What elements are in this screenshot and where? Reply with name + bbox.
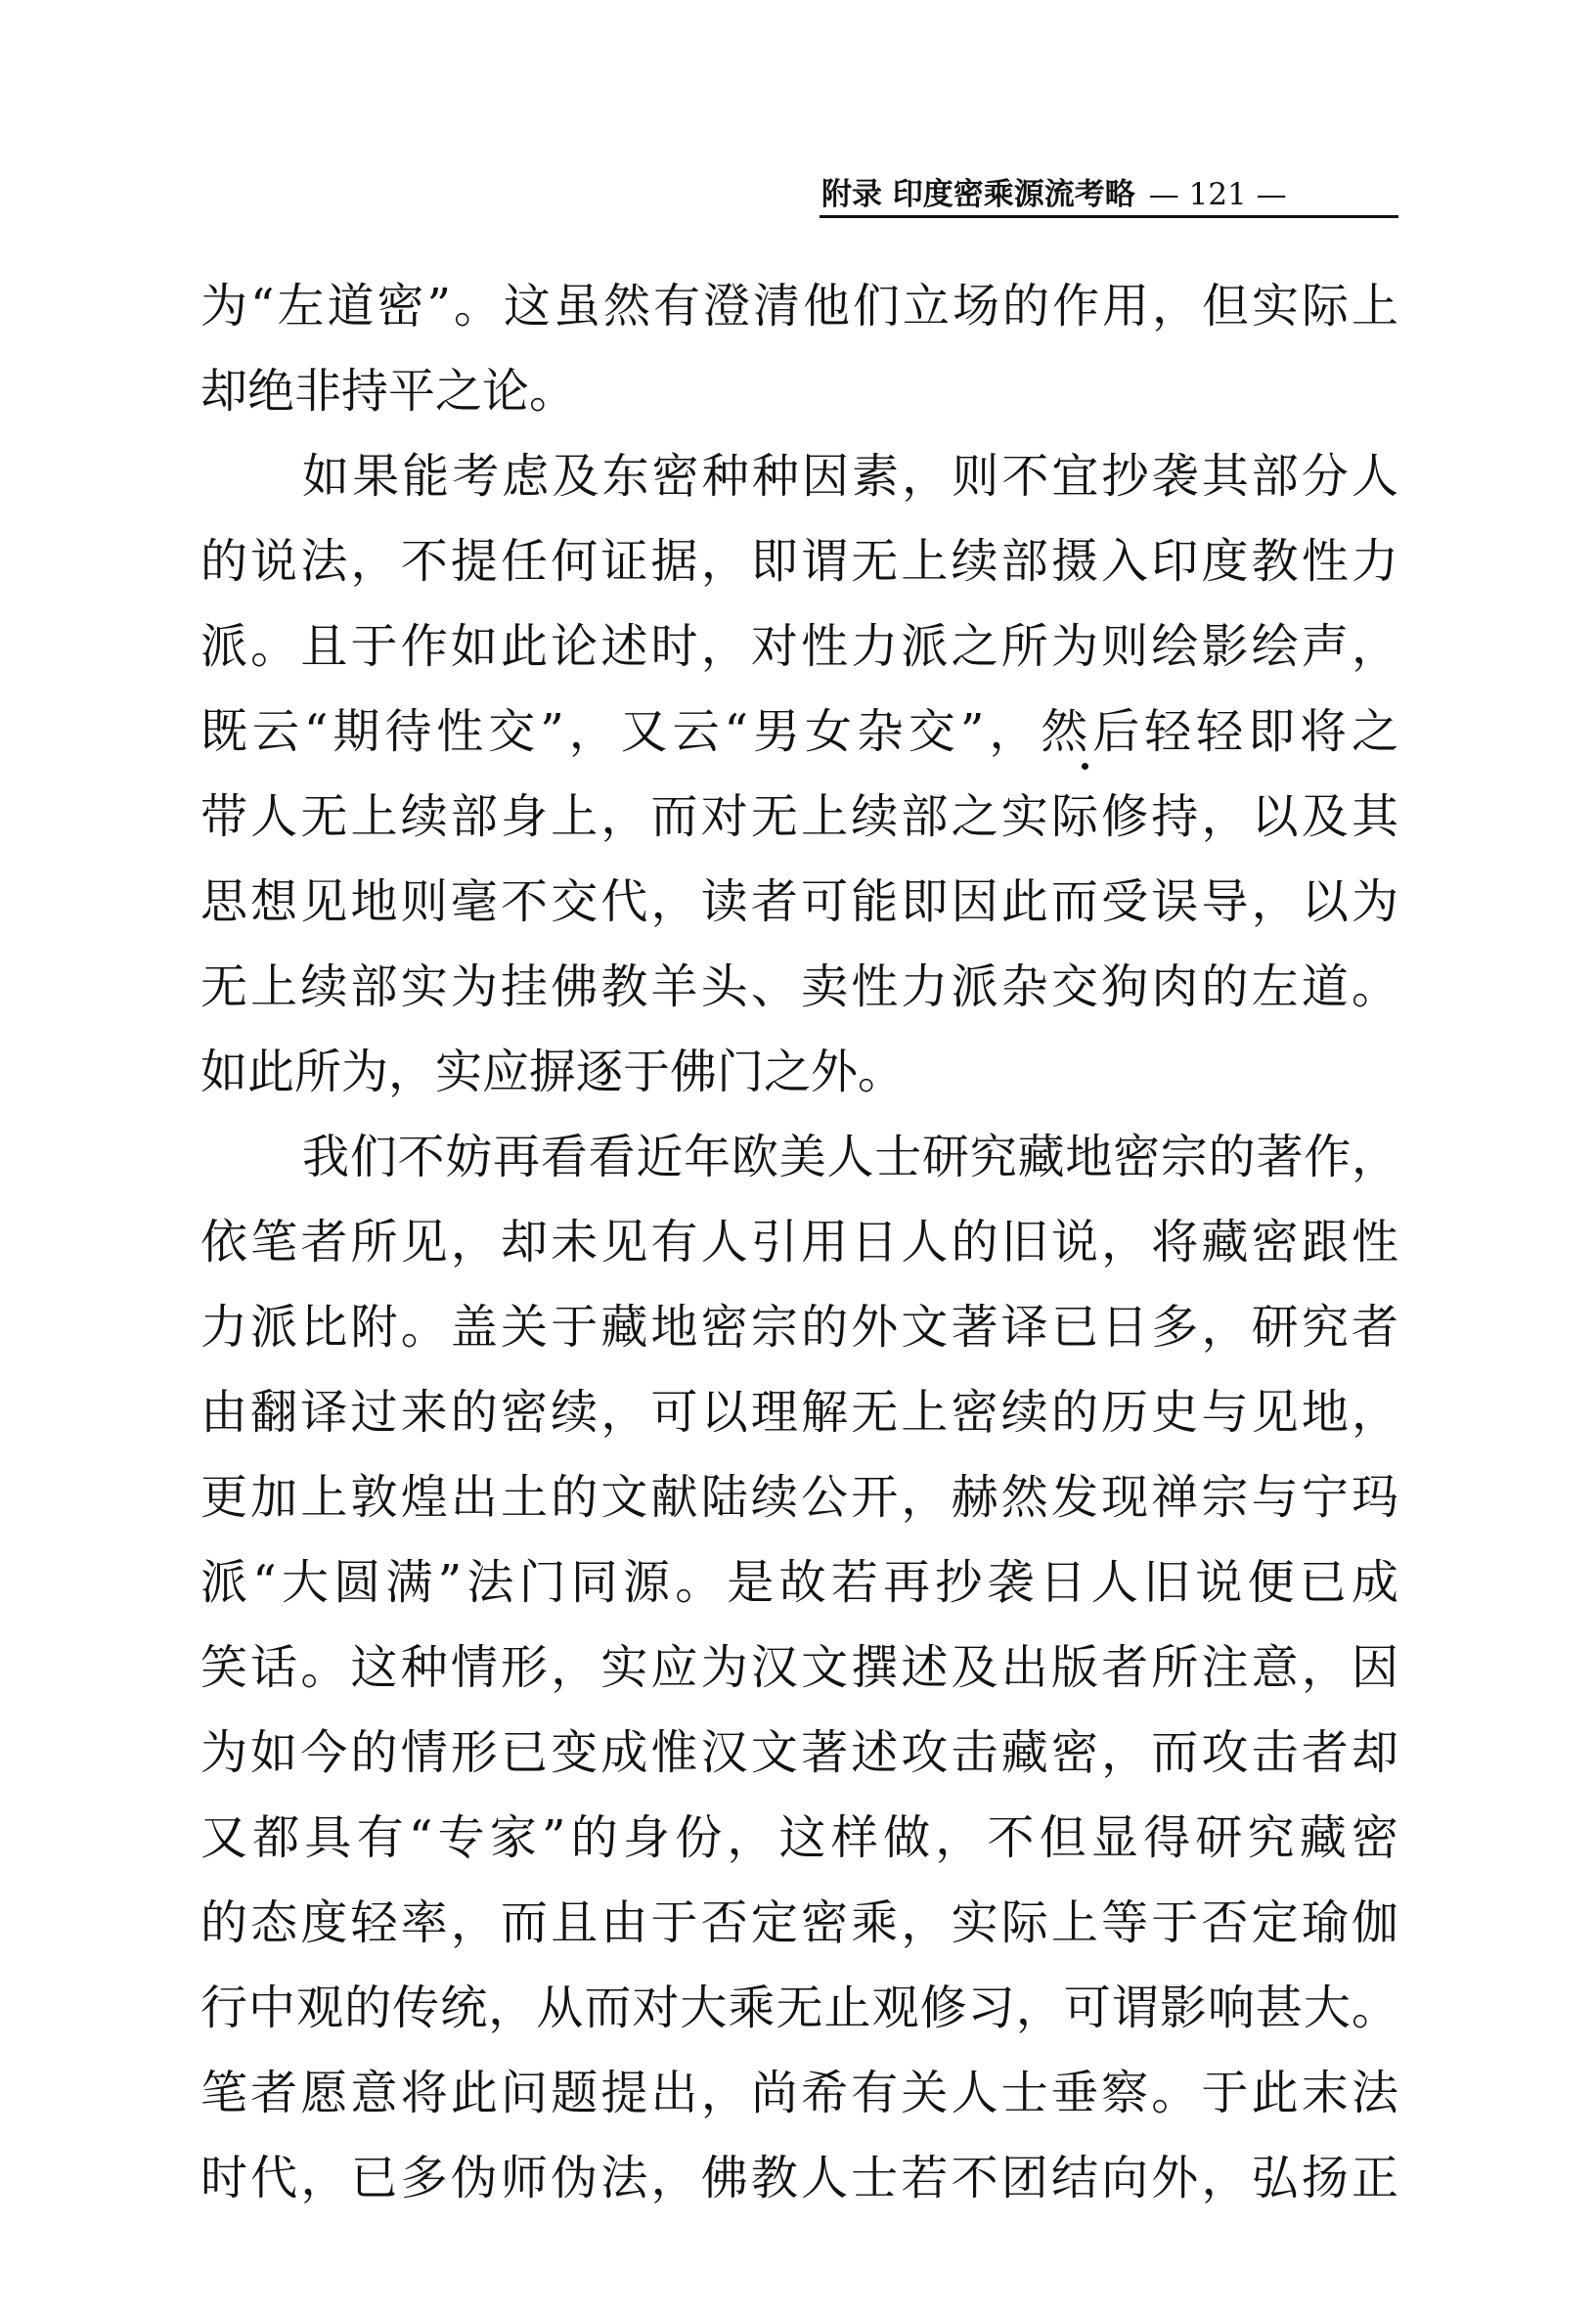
text-line: 由翻译过来的密续，可以理解无上密续的历史与见地， [200, 1385, 1398, 1440]
text-line: 带人无上续部身上，而对无上续部之实际修持，以及其 [200, 789, 1398, 844]
header-title: 附录 印度密乘源流考略 [821, 177, 1135, 212]
text-line: 依笔者所见，却未见有人引用日人的旧说，将藏密跟性 [200, 1215, 1398, 1269]
emphasis-dot [1082, 763, 1088, 770]
body-text [200, 264, 1398, 2221]
text-line: 无上续部实为挂佛教羊头、卖性力派杂交狗肉的左道。 [200, 959, 1398, 1014]
text-line: 行中观的传统，从而对大乘无止观修习，可谓影响甚大。 [200, 1981, 1398, 2035]
text-line: 为如今的情形已变成惟汉文著述攻击藏密，而攻击者却 [200, 1725, 1398, 1780]
text-line: 笔者愿意将此问题提出，尚希有关人士垂察。于此末法 [200, 2066, 1398, 2120]
text-line: 却绝非持平之论。 [200, 364, 577, 419]
text-line: 思想见地则毫不交代，读者可能即因此而受误导，以为 [200, 874, 1398, 929]
text-line: 时代，已多伪师伪法，佛教人士若不团结向外，弘扬正 [200, 2151, 1398, 2205]
text-line: 笑话。这种情形，实应为汉文撰述及出版者所注意，因 [200, 1640, 1398, 1695]
text-line: 的说法，不提任何证据，即谓无上续部摄入印度教性力 [200, 534, 1398, 589]
text-line: 更加上敦煌出土的文献陆续公开，赫然发现禅宗与宁玛 [200, 1470, 1398, 1525]
header-rule [820, 215, 1398, 218]
page-number: — 121 — [1148, 177, 1287, 212]
text-line: 既云“期待性交”，又云“男女杂交”，然后轻轻即将之 [200, 704, 1398, 759]
text-line: 派“大圆满”法门同源。是故若再抄袭日人旧说便已成 [200, 1555, 1398, 1610]
text-line: 如此所为，实应摒逐于佛门之外。 [200, 1045, 906, 1099]
text-line: 力派比附。盖关于藏地密宗的外文著译已日多，研究者 [200, 1300, 1398, 1355]
running-header [821, 172, 1398, 217]
text-line: 如果能考虑及东密种种因素，则不宜抄袭其部分人 [302, 449, 1398, 504]
text-line: 又都具有“专家”的身份，这样做，不但显得研究藏密 [200, 1810, 1398, 1865]
text-line: 为“左道密”。这虽然有澄清他们立场的作用，但实际上 [200, 279, 1398, 334]
text-line: 派。且于作如此论述时，对性力派之所为则绘影绘声， [200, 619, 1398, 674]
text-line: 我们不妨再看看近年欧美人士研究藏地密宗的著作， [302, 1130, 1398, 1184]
text-line: 的态度轻率，而且由于否定密乘，实际上等于否定瑜伽 [200, 1895, 1398, 1950]
